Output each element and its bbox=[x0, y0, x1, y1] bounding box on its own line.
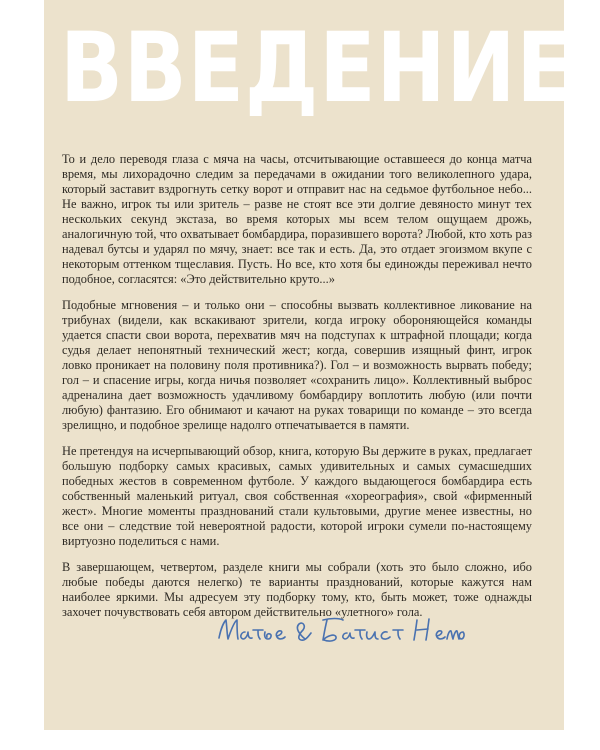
paragraph: Не претендуя на исчерпывающий обзор, книга, которую Вы держите в руках, предлагает большую подборку самых красивых, самых удивительных и самых сумасшедших победных жестов в современном футболе. У каждого выдающегося бомбардира есть собственный маленький ритуал, своя собственная «хореография», свой «фирменный жест». Многие моменты празднований стали культовыми, другие менее известны, но все они – следствие той невероятной радости, которой игроки сумели по-настоящему виртуозно поделиться с нами. bbox=[62, 444, 532, 548]
handwritten-signature bbox=[215, 606, 465, 656]
signature-drawing bbox=[215, 606, 465, 656]
paragraph: То и дело переводя глаза с мяча на часы, отсчитывающие оставшееся до конца матча время, мы лихорадочно следим за передачами в ожидании того великолепного удара, который заставит вздрогнуть сетку ворот и отправит нас на седьмое футбольное небо... Не важно, игрок ты или зритель – разве не стоят все эти долгие девяносто минут тех нескольких секунд экстаза, во время которых мы всем телом ощущаем дрожь, аналогичную той, что охватывает бомбардира, поразившего ворота? Любой, кто хоть раз надевал бутсы и ударял по мячу, знает: все так и есть. Да, это отдает эгоизмом вкупе с некоторым оттенком тщеславия. Пусть. Но все, кто хотя бы единожды переживал нечто подобное, согласятся: «Это действительно круто...» bbox=[62, 152, 532, 286]
paragraph: В завершающем, четвертом, разделе книги мы собрали (хоть это было сложно, ибо любые победы даются нелегко) те варианты празднований, которые кажутся нам наиболее яркими. Мы адресуем эту подборку тому, кто, быть может, тоже однажды захочет почувствовать себя автором действительно «улетного» гола. bbox=[62, 560, 532, 619]
body-text bbox=[62, 152, 532, 631]
paragraph: Подобные мгновения – и только они – способны вызвать коллективное ликование на трибунах (видели, как вскакивают зрители, когда игроку обороняющейся команды удается спасти свои ворота, перехватив мяч на подступах к штрафной площади; когда судья делает непонятный технический жест; когда, совершив изящный финт, игрок ловко проникает на половину поля противника?). Гол – и возможность вырвать победу; гол – и спасение игры, когда ничья позволяет «сохранить лицо». Коллективный выброс адреналина дает возможность удачливому бомбардиру воплотить любую (или почти любую) фантазию. Его обнимают и качают на руках товарищи по команде – это всегда зрелищно, и подобное зрелище надолго отпечатывается в памяти. bbox=[62, 298, 532, 432]
page-title: ВВЕДЕНИЕ bbox=[60, 12, 574, 124]
